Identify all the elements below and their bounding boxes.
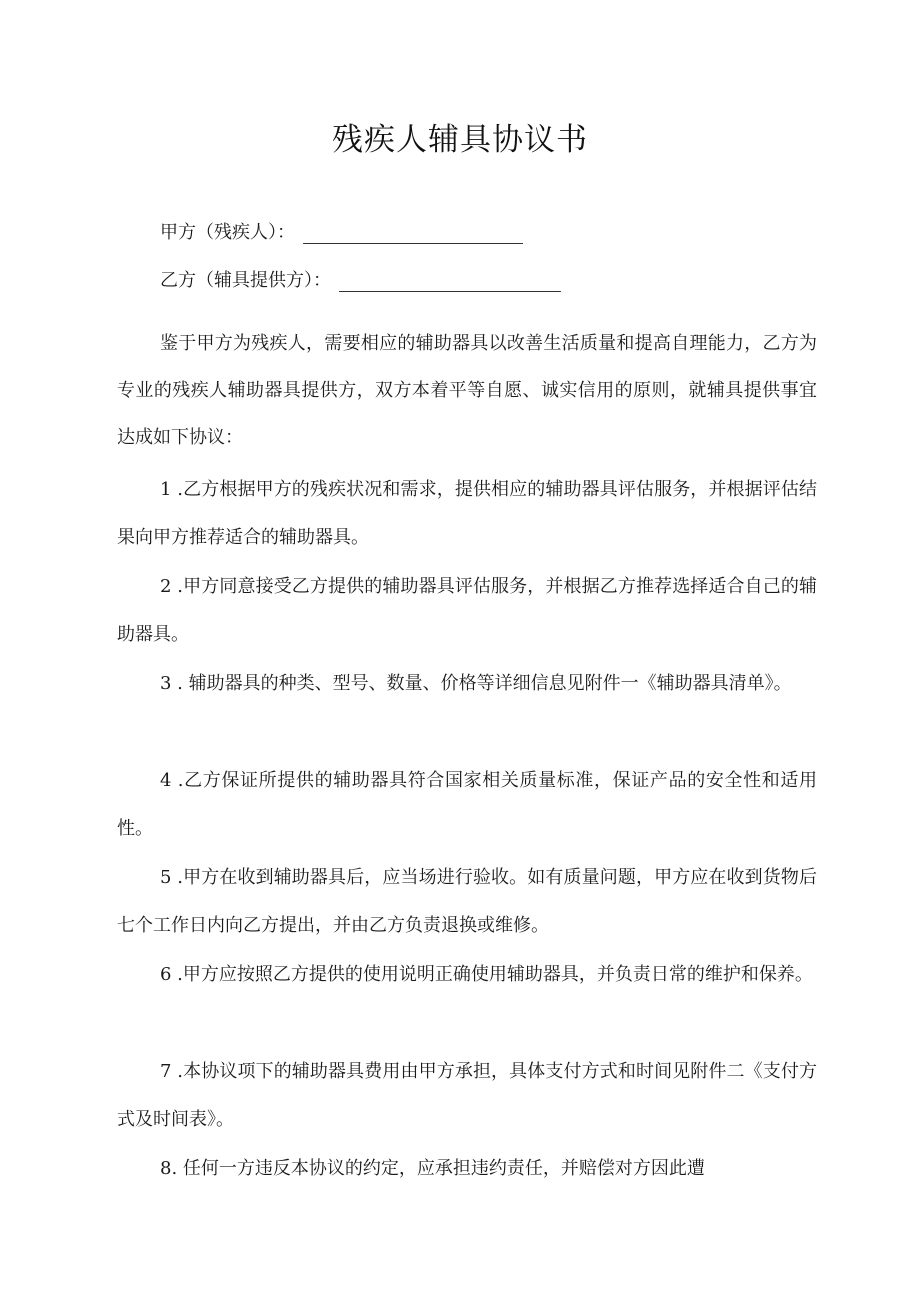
party-a-label: 甲方（残疾人）： [160,222,295,243]
party-b-label: 乙方（辅具提供方）： [160,270,331,291]
clause-7: 7 .本协议项下的辅助器具费用由甲方承担，具体支付方式和时间见附件二《支付方式及时间表》。 [117,1061,817,1130]
clause-1: 1 .乙方根据甲方的残疾状况和需求，提供相应的辅助器具评估服务，并根据评估结果向甲方推荐适合的辅助器具。 [117,479,817,548]
intro-paragraph: 鉴于甲方为残疾人，需要相应的辅助器具以改善生活质量和提高自理能力，乙方为专业的残疾人辅助器具提供方，双方本着平等自愿、诚实信用的原则，就辅具提供事宜达成如下协议： [117,333,817,448]
clause-5: 5 .甲方在收到辅助器具后，应当场进行验收。如有质量问题，甲方应在收到货物后七个工作日内向乙方提出，并由乙方负责退换或维修。 [117,867,817,936]
document-title: 残疾人辅具协议书 [332,122,588,158]
clause-8: 8. 任何一方违反本协议的约定，应承担违约责任，并赔偿对方因此遭 [160,1158,705,1179]
party-b-blank [339,271,561,292]
party-b-line [160,266,561,292]
party-a-line [160,218,523,244]
clause-4: 4 .乙方保证所提供的辅助器具符合国家相关质量标准，保证产品的安全性和适用性。 [117,770,817,839]
clause-3: 3 . 辅助器具的种类、型号、数量、价格等详细信息见附件一《辅助器具清单》。 [160,673,792,694]
clause-2: 2 .甲方同意接受乙方提供的辅助器具评估服务，并根据乙方推荐选择适合自己的辅助器具。 [117,576,817,645]
clause-6: 6 .甲方应按照乙方提供的使用说明正确使用辅助器具，并负责日常的维护和保养。 [160,964,813,985]
party-a-blank [303,223,523,244]
